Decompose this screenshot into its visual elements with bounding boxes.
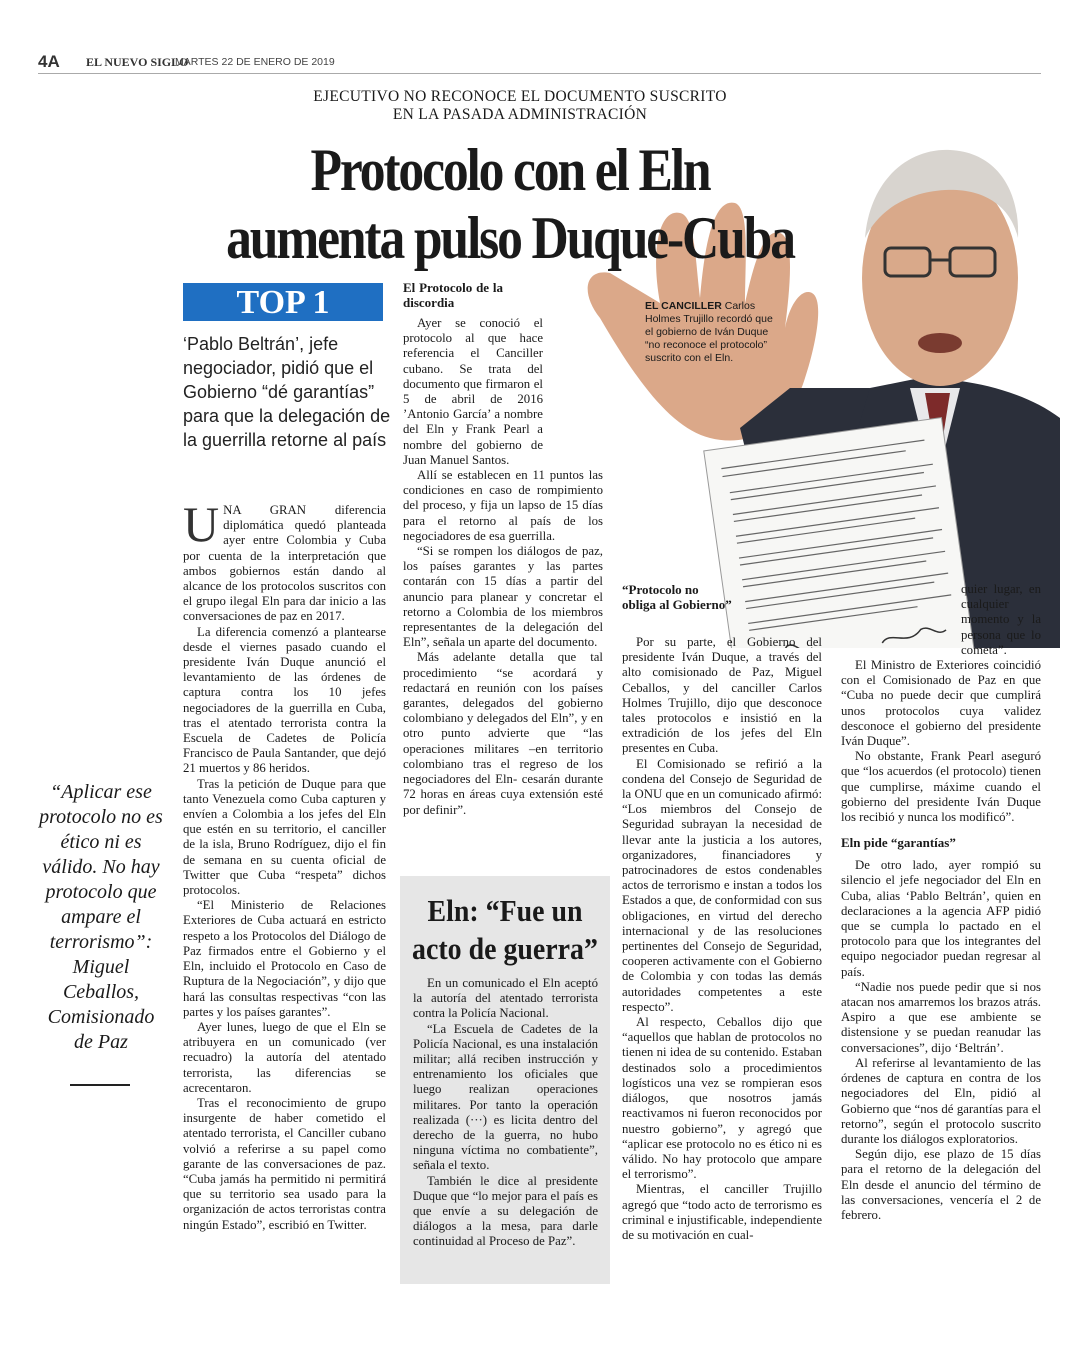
col1-paragraph: NA GRAN diferencia diplomática quedó planteada ayer entre Colombia y Cuba por cuenta de la interpretación que ambos gobiernos están dando al alcance de los protocolos suscritos con el grupo ilegal Eln para dar inicio a las conversaciones de paz en 2017. [183, 503, 386, 624]
col1-paragraph: Tras la petición de Duque para que tanto Venezuela como Cuba capturen y envíen a Colombia a los jefes del Eln que estén en su territorio, el canciller de la isla, Bruno Rodríguez, dijo el fin de semana en su cuenta oficial de Twitter que Cuba “respeta” dichos protocolos. [183, 776, 386, 898]
col4-continuation: quier lugar, en cualquier momento y la persona que lo cometa”. [961, 582, 1041, 657]
page-number: 4A [38, 52, 60, 71]
col1-paragraph: Tras el reconocimiento de grupo insurgente de haber cometido el atentado terrorista, el Canciller cubano volvió a referirse a su papel como garante de las conversaciones de paz. “Cuba jamás ha permitido ni permitirá que su territorio sea usado para la organización de actos terroristas contra ningún Estado”, escribió en Twitter. [183, 1095, 386, 1232]
col3-paragraph: El Comisionado se refirió a la condena del Consejo de Seguridad de la ONU que en un comunicado afirmó: “Los miembros del Consejo de Seguridad subrayan la necesidad de llevar ante la justicia a los autores, organizadores, financiadores y patrocinadores de estos condenables actos de terrorismo e instan a todos los Estados a que, de conformidad con sus obligaciones, en virtud del derecho internacional y de las resoluciones pertinentes del Consejo de Seguridad, cooperen activamente con el Gobierno de Colombia y con todas las demás autoridades competentes a este respecto”. [622, 756, 822, 1014]
pull-quote-rule [70, 1084, 130, 1086]
col3-paragraph: Mientras, el canciller Trujillo agregó que “todo acto de terrorismo es criminal e injustificable, independiente de su motivación en cual- [622, 1182, 822, 1242]
photo-caption [645, 300, 780, 365]
col3-paragraph: Por su parte, el Gobierno del presidente Iván Duque, a través del alto comisionado de Paz, Miguel Ceballos, y del canciller Carlos Holmes Trujillo, dijo que desconoce tales protocolos e insistió en la extradición de los jefes del Eln presentes en Cuba. [622, 635, 822, 756]
issue-date: MARTES 22 DE ENERO DE 2019 [175, 56, 335, 68]
headline-line-2: aumenta pulso Duque-Cuba [226, 205, 794, 271]
column-3 [622, 635, 822, 1243]
col4-paragraph: No obstante, Frank Pearl aseguró que “los acuerdos (el protocolo) tienen que cumplirse, máxime cuando el gobierno del presidente Iván Duque los recibió y nunca los modificó”. [841, 749, 1041, 825]
column-2 [403, 280, 603, 818]
pull-quote: “Aplicar ese protocolo no es ético ni es válido. No hay protocolo que ampare el terrorismo”: Miguel Ceballos, Comisionado de Paz [39, 781, 163, 1053]
col4-paragraph: Según dijo, ese plazo de 15 días para el retorno de la delegación del Eln desde el anuncio del término de las conversaciones, vencería el 2 de febrero. [841, 1147, 1041, 1222]
header-divider [38, 73, 1041, 74]
top-badge: TOP 1 [183, 283, 383, 321]
headline [192, 136, 828, 272]
col3-paragraph: Al respecto, Ceballos dijo que “aquellos que hablan de protocolos no tienen ni idea de su contenido. Estaban destinados solo a procedimientos logísticos una vez se rompieran esos diálogos, que nosotros jamás reactivamos ni fueron reconocidos por nuestro gobierno”, y agregó que “aplicar ese protocolo no es ético ni es válido. No hay protocolo que ampare el terrorismo”. [622, 1015, 822, 1182]
col1-paragraph: Ayer lunes, luego de que el Eln se atribuyera en un comunicado (ver recuadro) la autoría del atentado terrorista, las diferencias se acrecentaron. [183, 1019, 386, 1095]
kicker-line-1: EJECUTIVO NO RECONOCE EL DOCUMENTO SUSCRITO [313, 88, 727, 105]
column-1 [183, 496, 386, 1233]
col3-subhead: “Protocolo no obliga al Gobierno” [622, 582, 732, 612]
newspaper-name: EL NUEVO SIGLO [86, 55, 189, 69]
drop-cap: U [183, 496, 220, 552]
kicker [170, 88, 870, 124]
col4-paragraph: De otro lado, ayer rompió su silencio el jefe negociador del Eln en Cuba, alias ‘Pablo Beltrán’, quien en declaraciones a la agencia AFP pidió que se cumpla lo pactado en el protocolo para que los integrantes del equipo negociador puedan regresar al país. [841, 858, 1041, 979]
caption-lead: EL CANCILLER [645, 300, 722, 312]
col2-paragraph: Más adelante detalla que tal procedimiento “se acordará y redactará en reunión con los países garantes, delegados del gobierno colombiano y delegados del Eln”, y en otro punto advierte que “las operaciones militares –en territorio colombiano tras el regreso de los negociadores del Eln- cesarán durante 72 horas en áreas cuya extensión esté por definir”. [403, 650, 603, 817]
col4-paragraph: “Nadie nos puede pedir que si nos atacan nos amarremos los brazos atrás. Aspiro a que ese ambiente se distensione y se puedan reanudar las conversaciones”, dijo ‘Beltrán’. [841, 979, 1041, 1055]
box-paragraph: También le dice al presidente Duque que “lo mejor para el país es que envíe a su delegación de diálogos a la mesa, para darle continuidad al Proceso de Paz”. [413, 1173, 598, 1249]
caption-text: Carlos Holmes Trujillo recordó que el gobierno de Iván Duque “no reconoce el protocolo” suscrito con el Eln. [645, 300, 773, 364]
col1-paragraph: “El Ministerio de Relaciones Exteriores de Cuba actuará en estricto respeto a los Protocolos del Diálogo de Paz firmados entre el Gobierno y el Eln, incluido el Protocolo en Caso de Ruptura de la Negociación”, y dijo que hará las consultas respectivas “con las partes y los países garantes”. [183, 898, 386, 1019]
column-4 [841, 582, 1041, 1223]
col2-paragraph: Ayer se conoció el protocolo al que hace referencia el Canciller cubano. Se trata del documento que firmaron el 5 de abril de 2016 ’Antonio García’ a nombre del Eln y Frank Pearl a nombre del gobierno de Juan Manuel Santos. [403, 316, 543, 467]
kicker-line-2: EN LA PASADA ADMINISTRACIÓN [392, 106, 648, 123]
col2-paragraph: “Si se rompen los diálogos de paz, los países garantes y las partes contarán con 15 días a partir del anuncio para planear y concretar el retorno a Colombia de los miembros representantes de la delegación del Eln”, señala un aparte del documento. [403, 544, 603, 650]
headline-line-1: Protocolo con el Eln [310, 137, 710, 203]
col1-paragraph: La diferencia comenzó a plantearse desde el viernes pasado cuando el presidente Iván Duque anunció el levantamiento de las órdenes de captura contra los 10 jefes negociadores de la guerrilla en Cuba, tras el atentado terrorista contra la Escuela de Cadetes de Policía Francisco de Paula Santander, que dejó 21 muertos y 86 heridos. [183, 624, 386, 776]
box-title: Eln: “Fue un acto de guerra” [412, 893, 598, 966]
deck-summary: ‘Pablo Beltrán’, jefe negociador, pidió que el Gobierno “dé garantías” para que la delegación de la guerrilla retorne al país [183, 334, 391, 450]
col4-paragraph: El Ministro de Exteriores coincidió con el Comisionado de Paz en que “Cuba no puede decir que cumplirá unos protocolos cuya validez desconoce el gobierno del presidente Iván Duque”. [841, 658, 1041, 749]
box-paragraph: En un comunicado el Eln aceptó la autoría del atentado terrorista contra la Policía Nacional. [413, 976, 598, 1021]
col4-subhead: Eln pide “garantías” [841, 835, 956, 851]
box-paragraph: “La Escuela de Cadetes de la Policía Nacional, es una instalación militar; allá reciben instrucción y entrenamiento los oficiales que luego realizan operaciones militares. Por tanto la operación realizada (···) es licita dentro del derecho de la guerra, no hubo ninguna víctima no combatiente”, señala el texto. [413, 1021, 598, 1173]
col4-paragraph: Al referirse al levantamiento de las órdenes de captura en contra de los negociadores del Eln, pidió al Gobierno que “nos dé garantías para el retorno”, según el protocolo suscrito durante los diálogos exploratorios. [841, 1055, 1041, 1146]
col2-subhead: El Protocolo de la discordia [403, 280, 503, 310]
col2-paragraph: Allí se establecen en 11 puntos las condiciones en caso de rompimiento del proceso, y fija un lapso de 15 días para el retorno al país de los negociadores de esa guerrilla. [403, 468, 603, 543]
box-text [413, 976, 598, 1250]
